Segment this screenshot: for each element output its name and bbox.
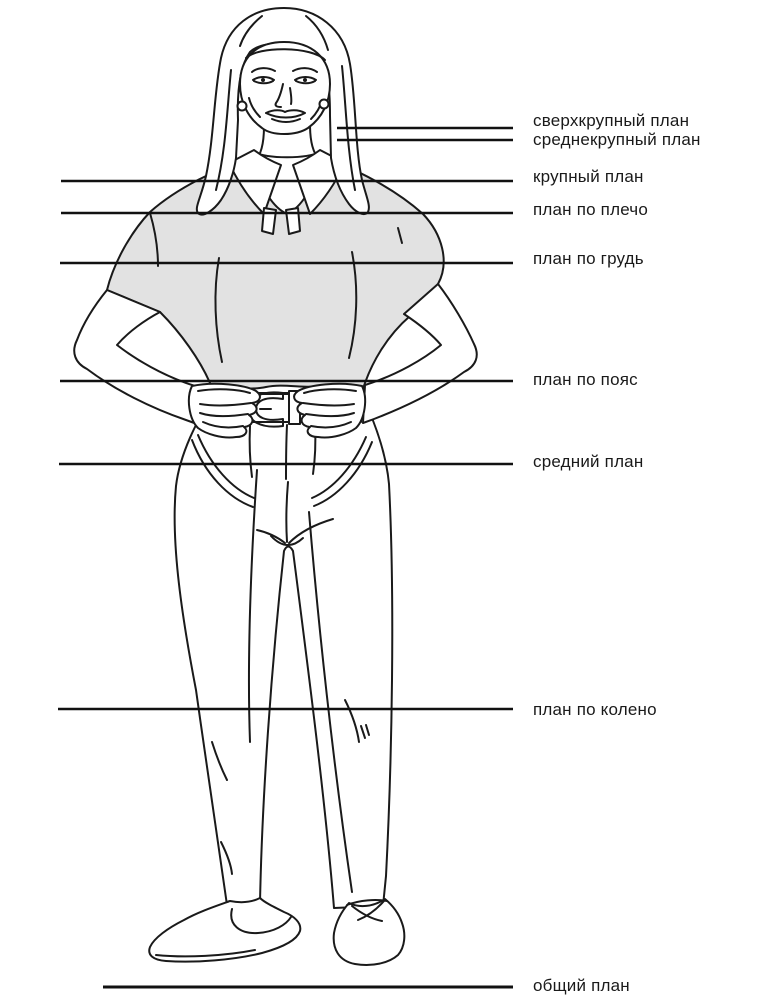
label-medium-shot: средний план (533, 452, 644, 471)
figure-woman (74, 8, 477, 965)
label-full-shot: общий план (533, 976, 630, 995)
label-knee-shot: план по колено (533, 700, 657, 719)
shirt (107, 158, 444, 392)
earring-right (320, 100, 329, 109)
earring-left (238, 102, 247, 111)
label-waist-shot: план по пояс (533, 370, 638, 389)
face (238, 42, 331, 134)
label-extreme-closeup: сверхкрупный план (533, 111, 690, 130)
label-chest-shot: план по грудь (533, 249, 644, 268)
label-shoulder-shot: план по плечо (533, 200, 649, 219)
label-closeup: крупный план (533, 167, 644, 186)
trousers (175, 393, 393, 908)
label-medium-closeup: среднекрупный план (533, 130, 701, 149)
shoes (149, 898, 404, 965)
